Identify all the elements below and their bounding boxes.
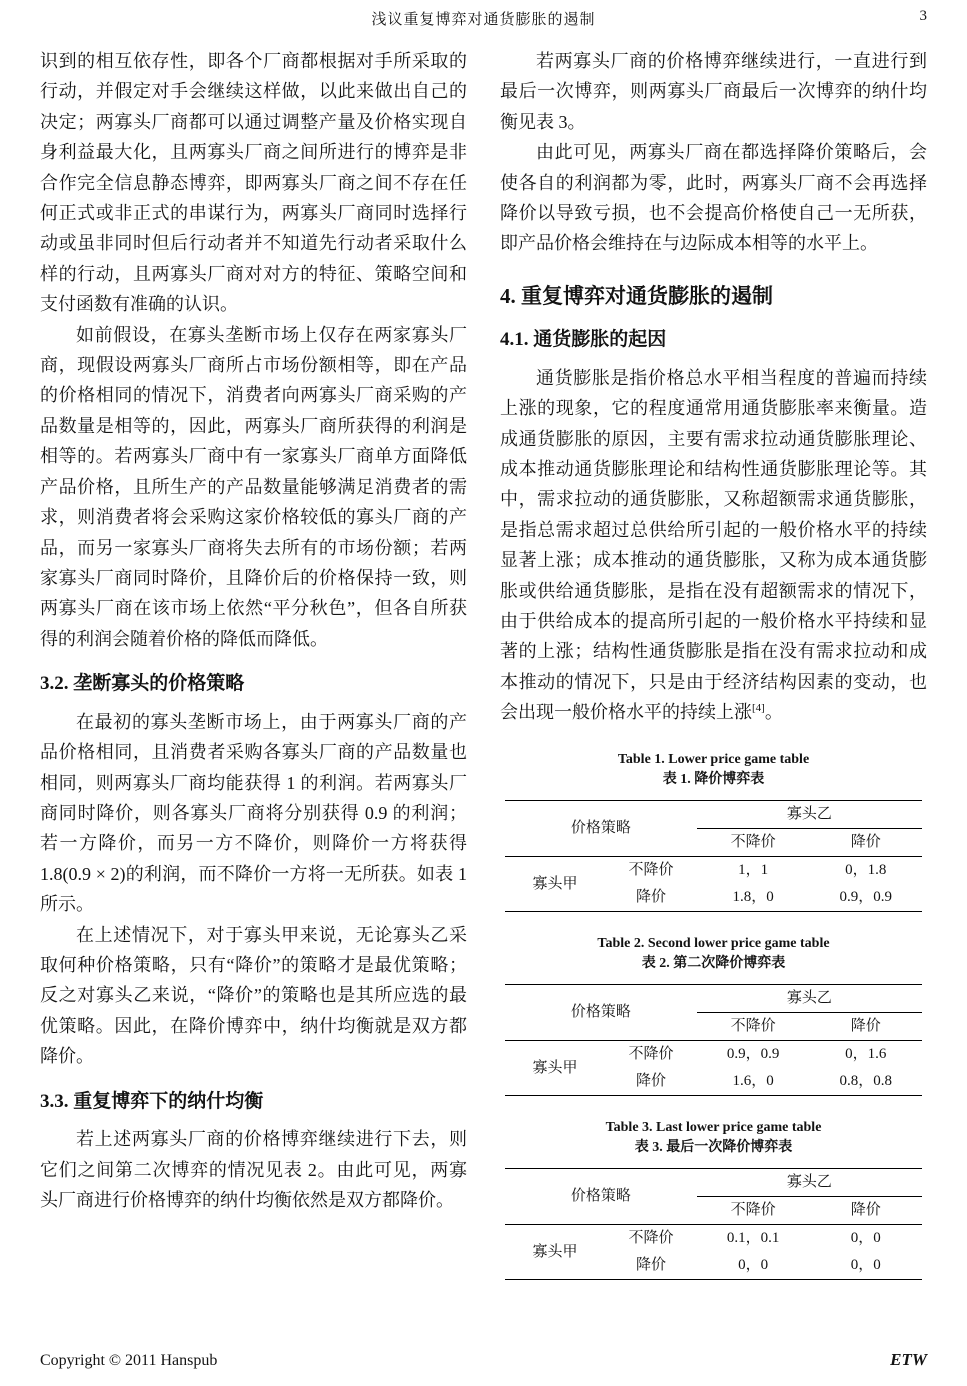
table-player-a-label: 寡头甲: [532, 1243, 578, 1260]
table-row: [505, 1224, 922, 1252]
table-3-caption: [500, 1118, 927, 1158]
paragraph-text: 通货膨胀是指价格总水平相当程度的普遍而持续上涨的现象，它的程度通常用通货膨胀率来衡量。造成通货膨胀的原因，主要有需求拉动通货膨胀理论、成本推动通货膨胀理论和结构性通货膨胀理论等。其中，需求拉动的通货膨胀，又称超额需求通货膨胀，是指总需求超过总供给所引起的一般价格水平的持续显著上涨；成本推动的通货膨胀，又称为成本通货膨胀或供给通货膨胀，是指在没有超额需求的情况下，由于供给成本的提高所引起的一般价格水平持续和显著的上涨；结构性通货膨胀是指在没有需求拉动和成本推动的情况下，只是由于经济结构因素的变动，也会出现一般价格水平的持续上涨: [500, 367, 927, 723]
left-column: [40, 46, 467, 1280]
table-cell: 1.8，0: [732, 889, 774, 906]
table-row-label: 降价: [635, 1257, 666, 1274]
table-col-header: 降价: [809, 828, 922, 856]
page-number: 3: [919, 8, 927, 24]
table-2: [505, 984, 922, 1096]
table-corner-label: 价格策略: [505, 984, 697, 1040]
table-3-caption-en: Table 3. Last lower price game table: [605, 1119, 822, 1135]
table-2-caption-zh: 表 2. 第二次降价博弈表: [641, 955, 786, 971]
paragraph: 在最初的寡头垄断市场上，由于两寡头厂商的产品价格相同，且消费者采购各寡头厂商的产品数量也相同，则两寡头厂商均能获得 1 的利润。若两寡头厂商同时降价，则各寡头厂商将分别获得 0.9 的利润；若一方降价，而另一方不降价，则降价一方将获得1.8(0.9 × 2)的利润，而不降价一方将一无所获。如表 1 所示。: [40, 711, 467, 915]
page-footer: [40, 1350, 927, 1370]
paragraph: 若上述两寡头厂商的价格博弈继续进行下去，则它们之间第二次博弈的情况见表 2。由此可见，两寡头厂商进行价格博弈的纳什均衡依然是双方都降价。: [40, 1129, 467, 1211]
table-row-label: 不降价: [628, 1046, 674, 1063]
table-cell: 1，1: [738, 862, 769, 879]
table-1: [505, 800, 922, 912]
table-cell: 0，0: [850, 1257, 881, 1274]
table-2-caption: [500, 934, 927, 974]
table-1-caption-en: Table 1. Lower price game table: [617, 751, 810, 767]
two-column-body: [40, 46, 927, 1280]
paragraph: 由此可见，两寡头厂商在都选择降价策略后，会使各自的利润都为零，此时，两寡头厂商不会再选择降价以导致亏损，也不会提高价格使自己一无所获，即产品价格会维持在与边际成本相等的水平上。: [500, 142, 927, 254]
table-player-a-label: 寡头甲: [532, 1059, 578, 1076]
table-3: [505, 1168, 922, 1280]
table-player-b-label: 寡头乙: [697, 1168, 922, 1196]
section-heading-3-3: 3.3. 重复博弈下的纳什均衡: [40, 1090, 264, 1112]
journal-mark: ETW: [890, 1350, 927, 1369]
table-3-caption-zh: 表 3. 最后一次降价博弈表: [634, 1139, 793, 1155]
table-cell: 0，1.8: [845, 862, 887, 879]
table-col-header: 不降价: [697, 1012, 810, 1040]
table-cell: 1.6，0: [732, 1073, 774, 1090]
table-player-a-label: 寡头甲: [532, 875, 578, 892]
paragraph: 如前假设，在寡头垄断市场上仅存在两家寡头厂商，现假设两寡头厂商所占市场份额相等，即在产品的价格相同的情况下，消费者向两寡头厂商采购的产品数量是相等的，因此，两寡头厂商所获得的利润是相等的。若两寡头厂商中有一家寡头厂商单方面降低产品价格，且所生产的产品数量能够满足消费者的需求，则消费者将会采购这家价格较低的寡头厂商的产品，而另一家寡头厂商将失去所有的市场份额；若两家寡头厂商同时降价，且降价后的价格保持一致，则两寡头厂商在该市场上依然“平分秋色”，但各自所获得的利润会随着价格的降低而降低。: [40, 324, 467, 649]
table-player-b-label: 寡头乙: [697, 984, 922, 1012]
right-column: [500, 46, 927, 1280]
table-row-label: 降价: [635, 1073, 666, 1090]
paragraph: 在上述情况下，对于寡头甲来说，无论寡头乙采取何种价格策略，只有“降价”的策略才是最优策略；反之对寡头乙来说，“降价”的策略也是其所应选的最优策略。因此，在降价博弈中，纳什均衡就是双方都降价。: [40, 924, 467, 1067]
paragraph: [500, 363, 927, 728]
table-1-caption: [500, 750, 927, 790]
table-2-caption-en: Table 2. Second lower price game table: [597, 935, 830, 951]
paragraph-text: 。: [764, 702, 783, 723]
paragraph: 若两寡头厂商的价格博弈继续进行，一直进行到最后一次博弈，则两寡头厂商最后一次博弈的纳什均衡见表 3。: [500, 51, 927, 132]
table-cell: 0，0: [850, 1230, 881, 1247]
table-3-block: [500, 1118, 927, 1280]
table-2-block: [500, 934, 927, 1096]
section-heading-4: 4. 重复博弈对通货膨胀的遏制: [500, 283, 773, 308]
paragraph: 识到的相互依存性，即各个厂商都根据对手所采取的行动，并假定对手会继续这样做，以此来做出自己的决定；两寡头厂商都可以通过调整产量及价格实现自身利益最大化，且两寡头厂商之间所进行的博弈是非合作完全信息静态博弈，即两寡头厂商之间不存在任何正式或非正式的串谋行为，两寡头厂商同时选择行动或虽非同时但后行动者并不知道先行动者采取什么样的行动，且两寡头厂商对对方的特征、策略空间和支付函数有准确的认识。: [40, 51, 467, 315]
table-cell: 0.1，0.1: [726, 1230, 780, 1247]
section-heading-3-2: 3.2. 垄断寡头的价格策略: [40, 673, 245, 695]
running-head: [40, 8, 927, 32]
running-title: 浅议重复博弈对通货膨胀的遏制: [371, 12, 596, 28]
table-col-header: 降价: [809, 1196, 922, 1224]
table-col-header: 降价: [809, 1012, 922, 1040]
section-heading-4-1: 4.1. 通货膨胀的起因: [500, 329, 667, 351]
copyright-text: Copyright © 2011 Hanspub: [40, 1352, 218, 1369]
table-cell: 0，1.6: [845, 1046, 887, 1063]
table-row: [505, 1040, 922, 1068]
table-row-label: 不降价: [628, 862, 674, 879]
table-cell: 0.9，0.9: [726, 1046, 780, 1063]
table-row: [505, 856, 922, 884]
table-corner-label: 价格策略: [505, 1168, 697, 1224]
table-player-b-label: 寡头乙: [697, 800, 922, 828]
table-cell: 0.9，0.9: [839, 889, 892, 906]
table-cell: 0.8，0.8: [839, 1073, 892, 1090]
table-1-block: [500, 750, 927, 912]
table-1-caption-zh: 表 1. 降价博弈表: [662, 771, 765, 787]
table-row-label: 不降价: [628, 1230, 674, 1247]
table-col-header: 不降价: [697, 1196, 810, 1224]
table-corner-label: 价格策略: [505, 800, 697, 856]
table-col-header: 不降价: [697, 828, 810, 856]
table-row-label: 降价: [635, 889, 666, 906]
table-cell: 0，0: [738, 1257, 769, 1274]
citation-ref: [4]: [752, 702, 765, 715]
